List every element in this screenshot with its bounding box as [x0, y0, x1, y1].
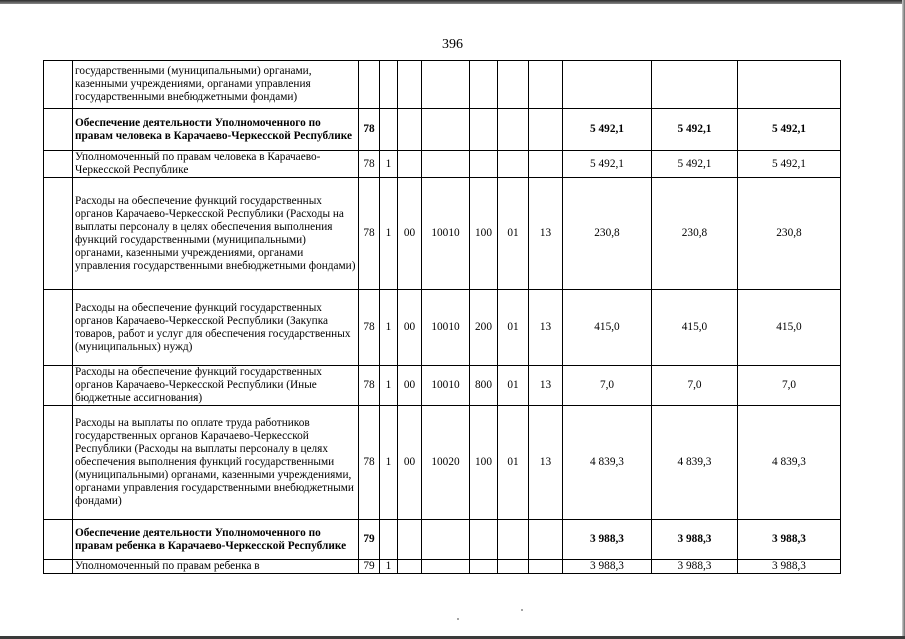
section-code-cell: 01 — [498, 290, 529, 366]
table-row — [44, 406, 841, 520]
program-code-cell: 78 — [359, 151, 380, 178]
expense-name-cell: Уполномоченный по правам человека в Карачаево-Черкесской Республике — [73, 151, 359, 178]
subsection-code-cell — [529, 560, 563, 574]
amount-year3-cell: 415,0 — [738, 290, 841, 366]
amount-year3-cell: 5 492,1 — [738, 151, 841, 178]
expense-type-code-cell — [470, 61, 498, 109]
expense-type-code-cell — [470, 151, 498, 178]
amount-year1-cell: 3 988,3 — [563, 560, 652, 574]
section-code-cell — [498, 560, 529, 574]
expense-item-code-cell: 10010 — [422, 366, 470, 406]
scan-speck — [457, 618, 459, 620]
expense-name-cell: Обеспечение деятельности Уполномоченного по правам ребенка в Карачаево-Черкесской Республике — [73, 520, 359, 560]
expense-name-cell: Обеспечение деятельности Уполномоченного по правам человека в Карачаево-Черкесской Республике — [73, 109, 359, 151]
program-code-cell — [359, 61, 380, 109]
program-code-cell: 78 — [359, 406, 380, 520]
subprogram-code-cell: 1 — [380, 406, 398, 520]
expense-type-code-cell: 800 — [470, 366, 498, 406]
subprogram-code-cell: 1 — [380, 178, 398, 290]
subsection-code-cell: 13 — [529, 366, 563, 406]
amount-year2-cell: 415,0 — [652, 290, 738, 366]
expense-item-code-cell: 10010 — [422, 290, 470, 366]
amount-year1-cell — [563, 61, 652, 109]
table-row — [44, 61, 841, 109]
amount-year1-cell: 5 492,1 — [563, 151, 652, 178]
direction-code-cell: 00 — [398, 290, 422, 366]
subsection-code-cell — [529, 520, 563, 560]
subprogram-code-cell: 1 — [380, 366, 398, 406]
amount-year2-cell: 7,0 — [652, 366, 738, 406]
direction-code-cell — [398, 109, 422, 151]
subsection-code-cell: 13 — [529, 290, 563, 366]
expense-type-code-cell: 100 — [470, 406, 498, 520]
subprogram-code-cell: 1 — [380, 151, 398, 178]
expense-item-code-cell — [422, 520, 470, 560]
expense-type-code-cell: 200 — [470, 290, 498, 366]
row-number-cell — [44, 151, 73, 178]
direction-code-cell: 00 — [398, 366, 422, 406]
direction-code-cell — [398, 520, 422, 560]
expense-name-cell: государственными (муниципальными) органами, казенными учреждениями, органами управления государственными внебюджетными фондами) — [73, 61, 359, 109]
expense-item-code-cell — [422, 560, 470, 574]
program-code-cell: 78 — [359, 366, 380, 406]
expense-name-cell: Расходы на обеспечение функций государственных органов Карачаево-Черкесской Республики (Иные бюджетные ассигнования) — [73, 366, 359, 406]
section-code-cell: 01 — [498, 406, 529, 520]
section-code-cell: 01 — [498, 178, 529, 290]
expense-name-cell: Расходы на выплаты по оплате труда работников государственных органов Карачаево-Черкесской Республики (Расходы на выплаты персоналу в целях обеспечения выполнения функций государственными (муниципальными) органами, казенными учреждениями, органами управления государственными внебюджетными фондами) — [73, 406, 359, 520]
table-row — [44, 290, 841, 366]
expense-item-code-cell — [422, 109, 470, 151]
expense-name-cell: Расходы на обеспечение функций государственных органов Карачаево-Черкесской Республики (Расходы на выплаты персоналу в целях обеспечения выполнения функций государственными (муниципальными) органами, казенными учреждениями, органами управления государственными внебюджетными фондами) — [73, 178, 359, 290]
subprogram-code-cell: 1 — [380, 290, 398, 366]
amount-year3-cell: 5 492,1 — [738, 109, 841, 151]
section-code-cell — [498, 520, 529, 560]
direction-code-cell — [398, 151, 422, 178]
amount-year3-cell — [738, 61, 841, 109]
program-code-cell: 78 — [359, 109, 380, 151]
subprogram-code-cell — [380, 109, 398, 151]
table-row — [44, 109, 841, 151]
amount-year3-cell: 230,8 — [738, 178, 841, 290]
direction-code-cell — [398, 560, 422, 574]
row-number-cell — [44, 178, 73, 290]
expense-type-code-cell — [470, 109, 498, 151]
scan-speck — [521, 609, 523, 611]
amount-year1-cell: 4 839,3 — [563, 406, 652, 520]
amount-year2-cell — [652, 61, 738, 109]
amount-year3-cell: 3 988,3 — [738, 520, 841, 560]
program-code-cell: 78 — [359, 290, 380, 366]
expense-item-code-cell — [422, 61, 470, 109]
subsection-code-cell: 13 — [529, 406, 563, 520]
subsection-code-cell — [529, 151, 563, 178]
row-number-cell — [44, 560, 73, 574]
amount-year1-cell: 230,8 — [563, 178, 652, 290]
expense-name-cell: Уполномоченный по правам ребенка в — [73, 560, 359, 574]
amount-year1-cell: 3 988,3 — [563, 520, 652, 560]
direction-code-cell: 00 — [398, 406, 422, 520]
expense-type-code-cell: 100 — [470, 178, 498, 290]
amount-year3-cell: 7,0 — [738, 366, 841, 406]
budget-table — [43, 60, 841, 574]
expense-type-code-cell — [470, 560, 498, 574]
program-code-cell: 79 — [359, 560, 380, 574]
scan-edge-top — [0, 0, 905, 4]
amount-year1-cell: 7,0 — [563, 366, 652, 406]
amount-year2-cell: 5 492,1 — [652, 109, 738, 151]
program-code-cell: 79 — [359, 520, 380, 560]
amount-year2-cell: 5 492,1 — [652, 151, 738, 178]
amount-year2-cell: 4 839,3 — [652, 406, 738, 520]
table-row — [44, 520, 841, 560]
expense-item-code-cell: 10020 — [422, 406, 470, 520]
expense-item-code-cell: 10010 — [422, 178, 470, 290]
subsection-code-cell: 13 — [529, 178, 563, 290]
amount-year1-cell: 5 492,1 — [563, 109, 652, 151]
expense-type-code-cell — [470, 520, 498, 560]
subprogram-code-cell — [380, 520, 398, 560]
table-row — [44, 151, 841, 178]
row-number-cell — [44, 109, 73, 151]
amount-year3-cell: 4 839,3 — [738, 406, 841, 520]
row-number-cell — [44, 520, 73, 560]
expense-item-code-cell — [422, 151, 470, 178]
subprogram-code-cell: 1 — [380, 560, 398, 574]
subsection-code-cell — [529, 61, 563, 109]
amount-year1-cell: 415,0 — [563, 290, 652, 366]
table-row — [44, 366, 841, 406]
amount-year2-cell: 3 988,3 — [652, 560, 738, 574]
section-code-cell — [498, 151, 529, 178]
amount-year2-cell: 230,8 — [652, 178, 738, 290]
row-number-cell — [44, 290, 73, 366]
section-code-cell — [498, 109, 529, 151]
direction-code-cell: 00 — [398, 178, 422, 290]
expense-name-cell: Расходы на обеспечение функций государственных органов Карачаево-Черкесской Республики (Закупка товаров, работ и услуг для обеспечения государственных (муниципальных) нужд) — [73, 290, 359, 366]
section-code-cell: 01 — [498, 366, 529, 406]
row-number-cell — [44, 406, 73, 520]
subprogram-code-cell — [380, 61, 398, 109]
section-code-cell — [498, 61, 529, 109]
amount-year3-cell: 3 988,3 — [738, 560, 841, 574]
subsection-code-cell — [529, 109, 563, 151]
page-number: 396 — [442, 37, 463, 52]
row-number-cell — [44, 61, 73, 109]
table-row — [44, 560, 841, 574]
amount-year2-cell: 3 988,3 — [652, 520, 738, 560]
program-code-cell: 78 — [359, 178, 380, 290]
row-number-cell — [44, 366, 73, 406]
table-row — [44, 178, 841, 290]
direction-code-cell — [398, 61, 422, 109]
budget-table-body — [44, 61, 841, 574]
